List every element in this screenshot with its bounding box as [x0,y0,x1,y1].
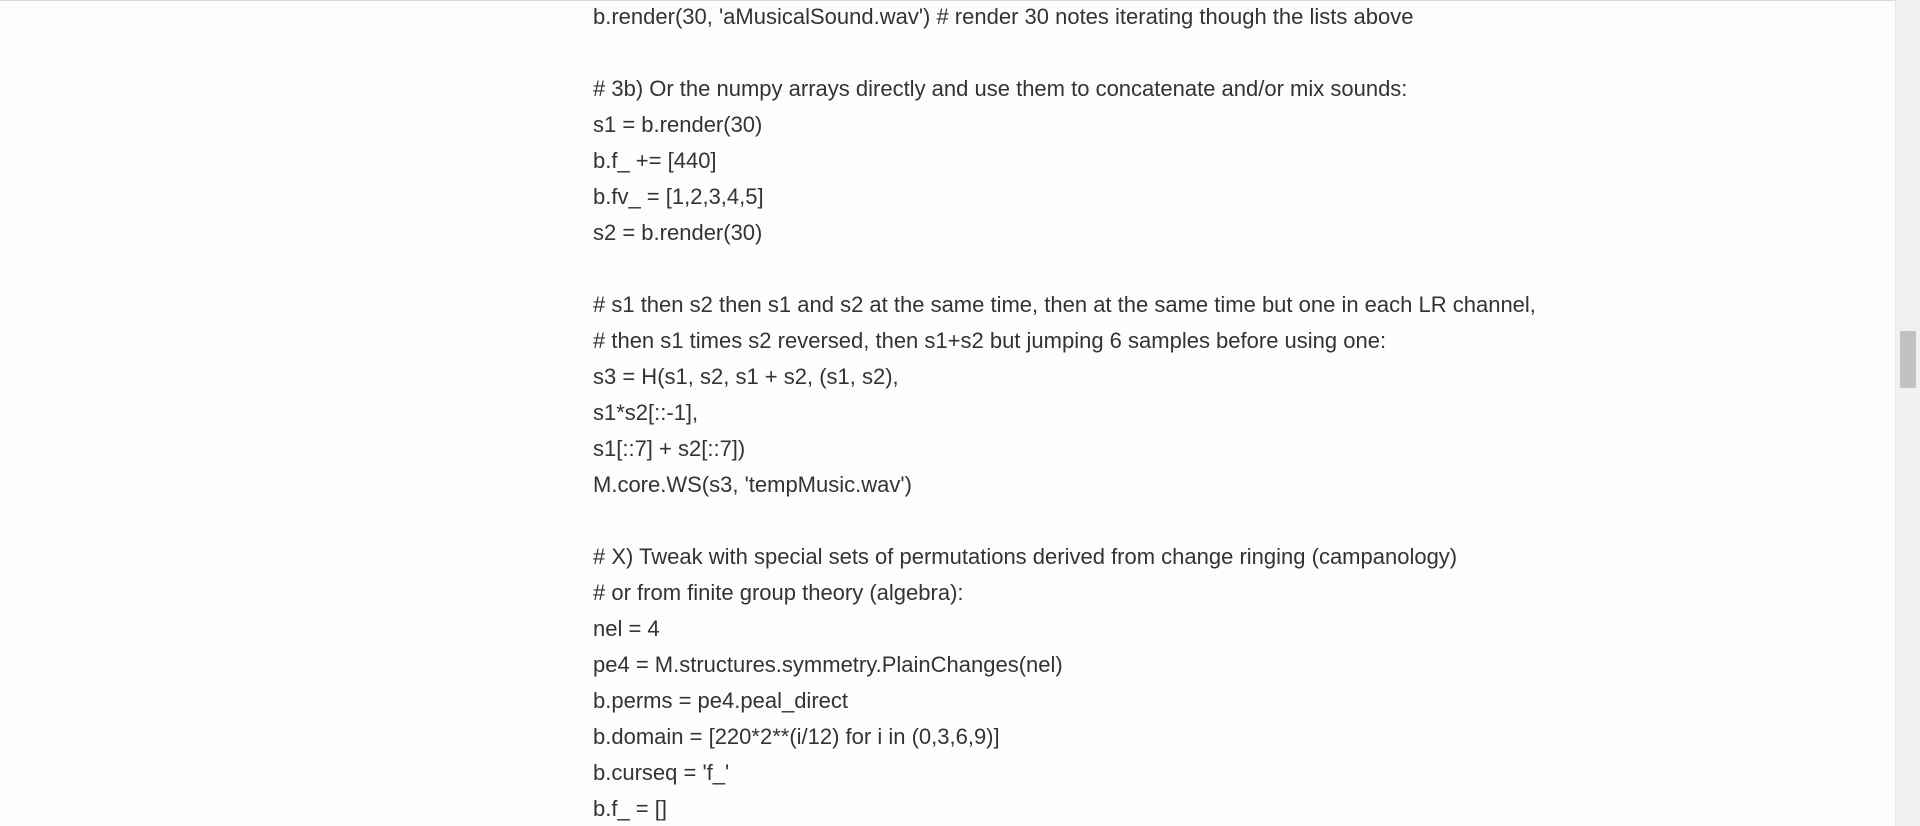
comment-3b: # 3b) Or the numpy arrays directly and use them to concatenate and/or mix sounds: [593,76,1408,101]
vertical-scrollbar[interactable] [1895,0,1920,826]
code-line-perms: b.perms = pe4.peal_direct [593,688,848,713]
code-line-ws: M.core.WS(s3, 'tempMusic.wav') [593,472,912,497]
comment-s1-s2: # s1 then s2 then s1 and s2 at the same time, then at the same time but one in each LR channel, [593,292,1536,317]
code-line-fv: b.fv_ = [1,2,3,4,5] [593,184,764,209]
code-line-s1: s1 = b.render(30) [593,112,763,137]
code-line-s1-plus-s2: s1[::7] + s2[::7]) [593,436,746,461]
blank-line [593,251,1793,287]
code-line-f-append: b.f_ += [440] [593,148,717,173]
code-line-curseq: b.curseq = 'f_' [593,760,730,785]
code-line-domain: b.domain = [220*2**(i/12) for i in (0,3,6,9)] [593,724,1000,749]
scrollbar-thumb[interactable] [1900,331,1916,388]
blank-line [593,35,1793,71]
comment-group-theory: # or from finite group theory (algebra): [593,580,964,605]
code-line-s3: s3 = H(s1, s2, s1 + s2, (s1, s2), [593,364,899,389]
code-line-nel: nel = 4 [593,616,660,641]
code-block [593,0,1793,826]
code-line-f-reset: b.f_ = [] [593,796,667,821]
code-line-s1-times-s2: s1*s2[::-1], [593,400,699,425]
comment-reversed: # then s1 times s2 reversed, then s1+s2 but jumping 6 samples before using one: [593,328,1387,353]
comment-x: # X) Tweak with special sets of permutations derived from change ringing (campanology) [593,544,1458,569]
blank-line [593,503,1793,539]
code-line-s2: s2 = b.render(30) [593,220,763,245]
code-line-render-wav: b.render(30, 'aMusicalSound.wav') # render 30 notes iterating though the lists above [593,4,1414,29]
code-line-pe4: pe4 = M.structures.symmetry.PlainChanges(nel) [593,652,1063,677]
